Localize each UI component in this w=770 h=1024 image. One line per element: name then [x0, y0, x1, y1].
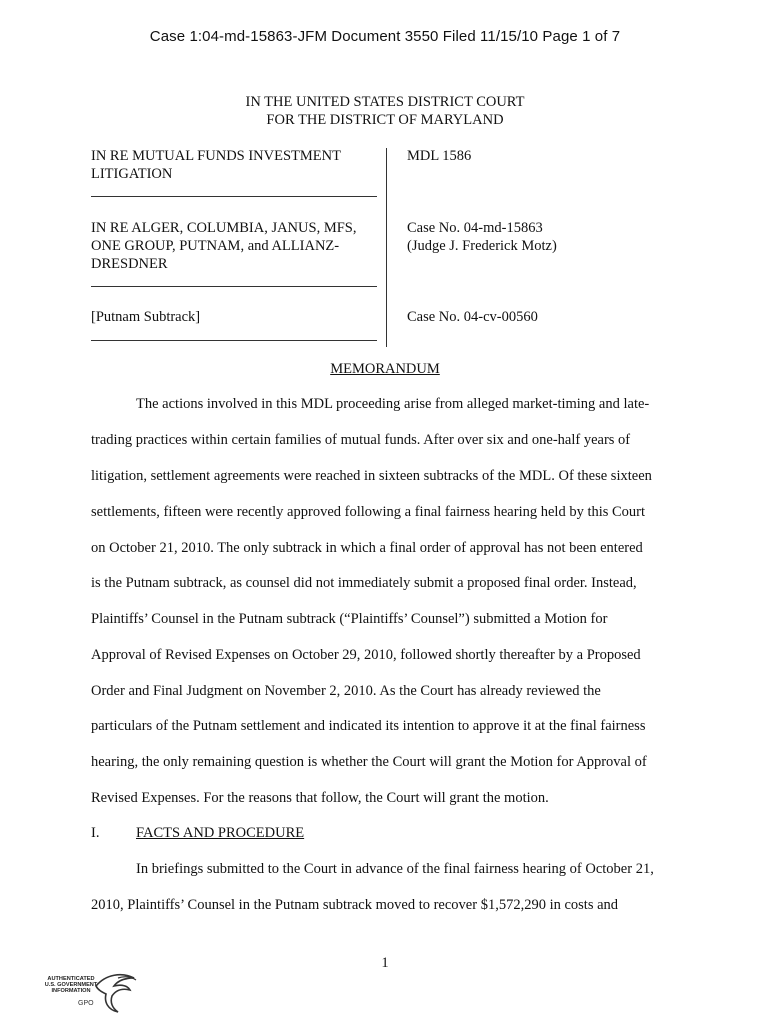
caption-text: ONE GROUP, PUTNAM, and ALLIANZ-: [91, 238, 340, 254]
caption-left-3: [91, 308, 377, 326]
body-line: particulars of the Putnam settlement and indicated its intention to approve it at the final fairness: [91, 718, 646, 734]
judge-name: (Judge J. Frederick Motz): [407, 238, 557, 254]
body-line: Plaintiffs’ Counsel in the Putnam subtrack (“Plaintiffs’ Counsel”) submitted a Motion for: [91, 611, 608, 627]
body-line: hearing, the only remaining question is whether the Court will grant the Motion for Approval of: [91, 754, 647, 770]
memorandum-title: MEMORANDUM: [330, 361, 440, 377]
caption-right-3: [407, 308, 538, 326]
caption-rule: [91, 286, 377, 287]
court-line-2: FOR THE DISTRICT OF MARYLAND: [266, 112, 504, 128]
caption-divider: [386, 148, 387, 347]
caption-rule: [91, 340, 377, 341]
body-line: Revised Expenses. For the reasons that follow, the Court will grant the motion.: [91, 790, 549, 806]
section-number: I.: [91, 825, 100, 841]
caption-text: [Putnam Subtrack]: [91, 309, 201, 325]
case-header: Case 1:04-md-15863-JFM Document 3550 Filed 11/15/10 Page 1 of 7: [149, 28, 621, 45]
caption-left-1: [91, 147, 377, 183]
body-line: The actions involved in this MDL proceeding arise from alleged market-timing and late-: [136, 396, 650, 412]
case-number: Case No. 04-cv-00560: [407, 309, 538, 325]
body-line: settlements, fifteen were recently approved following a final fairness hearing held by this Court: [91, 504, 646, 520]
caption-text: LITIGATION: [91, 166, 173, 182]
caption-text: DRESDNER: [91, 256, 168, 272]
body-line: litigation, settlement agreements were reached in sixteen subtracks of the MDL. Of these sixteen: [91, 468, 652, 484]
gpo-mark: GPO: [78, 1000, 94, 1007]
eagle-icon: [92, 972, 138, 1014]
gpo-text-line: AUTHENTICATED: [47, 976, 95, 982]
body-line: on October 21, 2010. The only subtrack in which a final order of approval has not been entered: [91, 540, 643, 556]
caption-right-2: [407, 219, 557, 255]
case-number: Case No. 04-md-15863: [407, 220, 543, 236]
body-line: Order and Final Judgment on November 2, 2010. As the Court has already reviewed the: [91, 683, 601, 699]
court-heading: [0, 93, 770, 129]
caption-rule: [91, 196, 377, 197]
body-line: In briefings submitted to the Court in advance of the final fairness hearing of October 21,: [136, 861, 654, 877]
body-line: 2010, Plaintiffs’ Counsel in the Putnam subtrack moved to recover $1,572,290 in costs and: [91, 897, 619, 913]
gpo-text-line: U.S. GOVERNMENT: [44, 982, 98, 989]
body-line: trading practices within certain families of mutual funds. After over six and one-half years of: [91, 432, 631, 448]
body-line: is the Putnam subtrack, as counsel did not immediately submit a proposed final order. Instead,: [91, 575, 637, 591]
caption-right-1: [407, 147, 471, 165]
caption-left-2: [91, 219, 377, 273]
caption-text: IN RE MUTUAL FUNDS INVESTMENT: [91, 148, 341, 164]
section-title: FACTS AND PROCEDURE: [136, 825, 305, 841]
court-line-1: IN THE UNITED STATES DISTRICT COURT: [245, 94, 525, 110]
gpo-authentication-logo: [40, 972, 140, 1014]
gpo-text-line: INFORMATION: [51, 988, 91, 995]
page-number: 1: [381, 955, 389, 971]
body-line: Approval of Revised Expenses on October 29, 2010, followed shortly thereafter by a Proposed: [91, 647, 641, 663]
caption-text: IN RE ALGER, COLUMBIA, JANUS, MFS,: [91, 220, 357, 236]
mdl-number: MDL 1586: [407, 148, 472, 164]
section-heading: [91, 825, 304, 842]
